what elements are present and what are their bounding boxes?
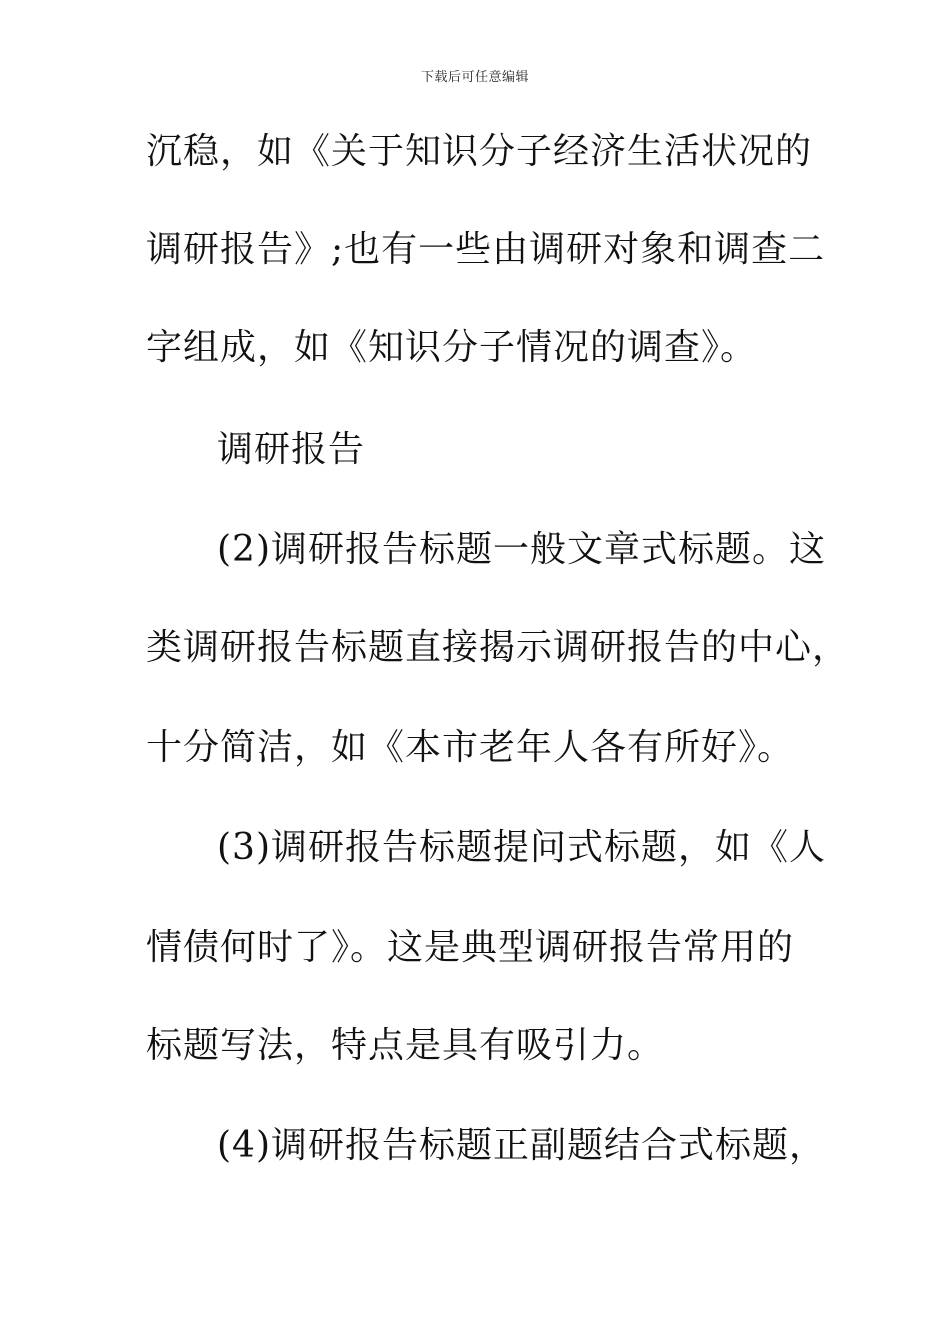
section-heading: 调研报告 (217, 429, 366, 470)
body-line: (3)调研报告标题提问式标题，如《人 (217, 827, 826, 868)
body-line: 调研报告》;也有一些由调研对象和调查二 (146, 229, 826, 270)
page-header: 下载后可任意编辑 (420, 70, 529, 85)
body-line: 情债何时了》。这是典型调研报告常用的 (146, 927, 795, 968)
body-line: 标题写法，特点是具有吸引力。 (146, 1025, 665, 1066)
body-line: 字组成，如《知识分子情况的调查》。 (146, 327, 758, 368)
body-line: 十分简洁，如《本市老年人各有所好》。 (146, 727, 795, 768)
body-line: (2)调研报告标题一般文章式标题。这 (217, 529, 826, 570)
body-line: 类调研报告标题直接揭示调研报告的中心， (146, 627, 850, 668)
body-line: 沉稳，如《关于知识分子经济生活状况的 (146, 131, 813, 172)
body-line: (4)调研报告标题正副题结合式标题， (217, 1125, 826, 1166)
